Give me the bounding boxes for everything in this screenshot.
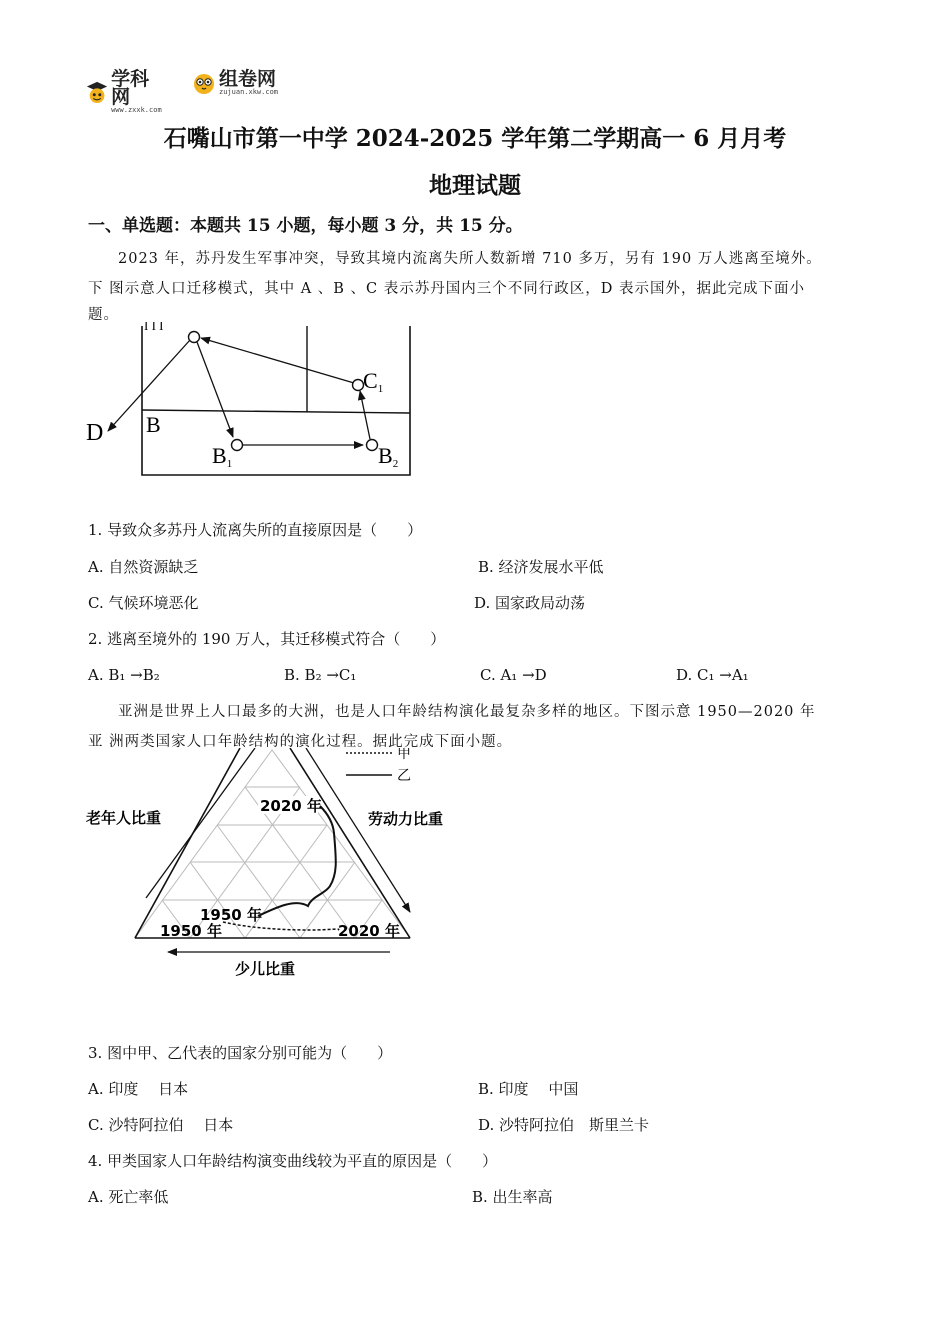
node-b1 xyxy=(232,440,243,451)
passage-1-line-3: 题。 xyxy=(88,307,119,323)
passage-2-line-2: 亚 洲两类国家人口年龄结构的演化过程。据此完成下面小题。 xyxy=(88,734,513,750)
q3-option-d[interactable]: D. 沙特阿拉伯 斯里兰卡 xyxy=(478,1116,650,1134)
left-axis-label: 老年人比重 xyxy=(86,809,162,827)
passage-2-line-1: 亚洲是世界上人口最多的大洲，也是人口年龄结构演化最复杂多样的地区。下图示意 1950—2020 年 xyxy=(118,704,816,720)
label-b: B xyxy=(146,412,161,437)
arrow-b2-to-c1 xyxy=(360,391,370,439)
label-b1: B1 xyxy=(212,443,233,470)
section-heading: 一、单选题：本题共 15 小题，每小题 3 分，共 15 分。 xyxy=(88,216,523,236)
q2-option-d[interactable]: D. C₁ →A₁ xyxy=(676,666,749,684)
node-c1 xyxy=(353,380,364,391)
region-divider-horizontal xyxy=(142,410,410,413)
q3-option-a[interactable]: A. 印度 日本 xyxy=(88,1080,189,1098)
q2-option-c[interactable]: C. A₁ →D xyxy=(480,666,547,684)
graduation-cap-icon xyxy=(86,79,108,105)
jia-end-label: 2020 年 xyxy=(338,922,400,940)
q2-option-a[interactable]: A. B₁ →B₂ xyxy=(88,666,160,684)
q4-option-a[interactable]: A. 死亡率低 xyxy=(88,1188,169,1206)
right-axis-label: 劳动力比重 xyxy=(368,810,444,828)
node-a1 xyxy=(189,332,200,343)
q2-option-b[interactable]: B. B₂ →C₁ xyxy=(284,666,357,684)
left-axis-arrow xyxy=(146,748,255,898)
yi-end-label: 2020 年 xyxy=(260,797,322,815)
q4-option-b[interactable]: B. 出生率高 xyxy=(472,1188,553,1206)
migration-diagram xyxy=(80,322,420,482)
q3-stem: 3. 图中甲、乙代表的国家分别可能为（ ） xyxy=(88,1044,393,1062)
q1-option-a[interactable]: A. 自然资源缺乏 xyxy=(88,558,199,576)
q1-option-b[interactable]: B. 经济发展水平低 xyxy=(478,558,604,576)
exam-title: 石嘴山市第一中学 2024-2025 学年第二学期高一 6 月月考 xyxy=(163,125,787,152)
label-c1: C1 xyxy=(363,368,384,395)
legend-yi-label: 乙 xyxy=(397,769,411,784)
label-b2: B2 xyxy=(378,443,399,470)
passage-1-line-1: 2023 年，苏丹发生军事冲突，导致其境内流离失所人数新增 710 多万，另有 190 万人逃离至境外。 xyxy=(118,251,822,267)
passage-1-line-2: 下 图示意人口迁移模式，其中 A 、B 、C 表示苏丹国内三个不同行政区，D 表示国外，据此完成下面小 xyxy=(88,281,805,297)
cut-off-label: I I I xyxy=(144,322,164,333)
q1-option-c[interactable]: C. 气候环境恶化 xyxy=(88,594,199,612)
label-d: D xyxy=(86,420,104,446)
yi-start-label: 1950 年 xyxy=(200,906,262,924)
right-axis-line xyxy=(290,748,410,938)
q2-stem: 2. 逃离至境外的 190 万人，其迁移模式符合（ ） xyxy=(88,630,446,648)
arrow-c1-to-a1 xyxy=(201,338,354,383)
passage-1 xyxy=(88,244,858,326)
xuekewang-name: 学科网 xyxy=(111,68,150,108)
right-axis-arrow xyxy=(306,748,410,912)
jia-start-label: 1950 年 xyxy=(160,922,222,940)
arrow-a1-to-b1 xyxy=(197,342,233,437)
legend-jia-label: 甲 xyxy=(397,748,411,762)
q3-option-b[interactable]: B. 印度 中国 xyxy=(478,1080,579,1098)
q3-option-c[interactable]: C. 沙特阿拉伯 日本 xyxy=(88,1116,234,1134)
zujuanwang-name: 组卷网 xyxy=(219,68,277,90)
xuekewang-url: www.zxxk.com xyxy=(111,106,162,114)
bottom-axis-label: 少儿比重 xyxy=(235,960,296,978)
node-b2 xyxy=(367,440,378,451)
zujuanwang-logo xyxy=(192,70,278,96)
owl-icon xyxy=(192,70,216,96)
age-structure-ternary-diagram xyxy=(80,748,480,988)
q1-stem: 1. 导致众多苏丹人流离失所的直接原因是（ ） xyxy=(88,521,423,539)
q4-stem: 4. 甲类国家人口年龄结构演变曲线较为平直的原因是（ ） xyxy=(88,1152,498,1170)
zujuanwang-url: zujuan.xkw.com xyxy=(219,88,279,96)
q1-option-d[interactable]: D. 国家政局动荡 xyxy=(474,594,586,612)
xuekewang-logo xyxy=(86,70,164,114)
subject-title: 地理试题 xyxy=(429,172,521,199)
